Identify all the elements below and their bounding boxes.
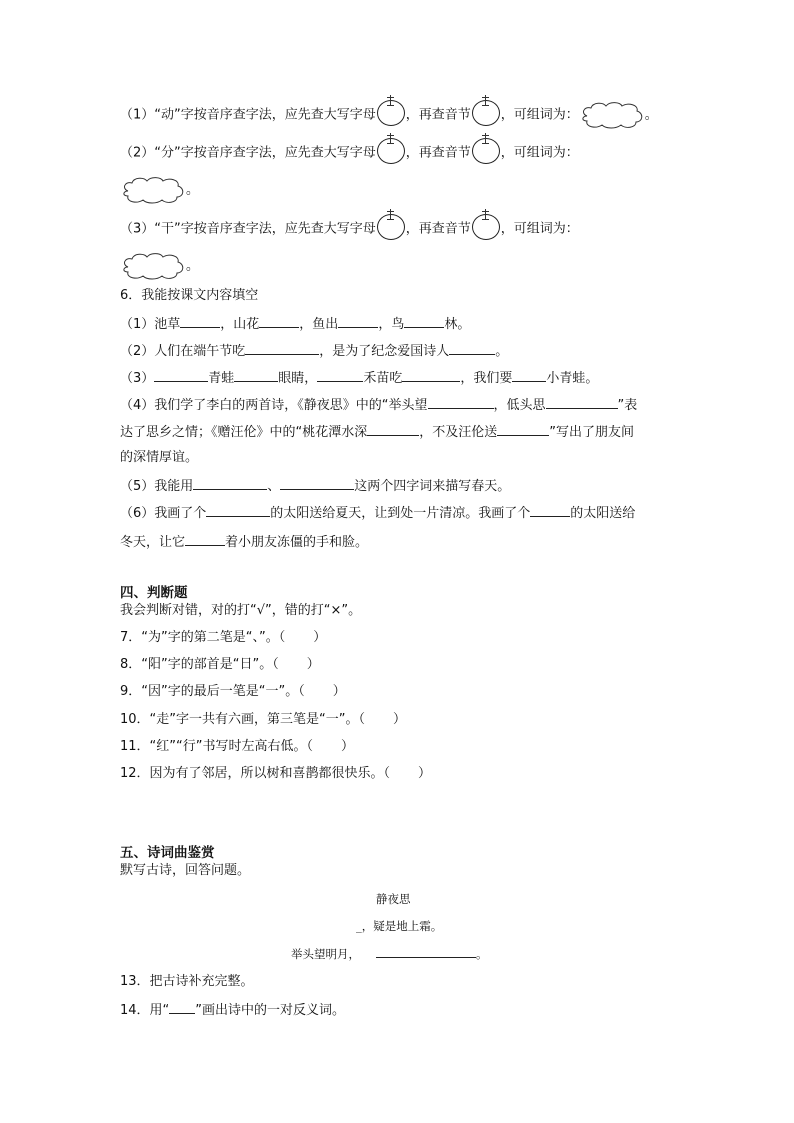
syllable-circle-1[interactable] <box>472 100 500 126</box>
blank[interactable] <box>404 313 444 328</box>
q5-item-3: （3）“干”字按音序查字法，应先查大写字母 ，再查音节 ，可组词为： <box>120 216 579 242</box>
section-title-judgment: 四、判断题 <box>120 585 188 601</box>
q6-line-5: （5）我能用 、 这两个四字词来描写春天。 <box>120 475 510 497</box>
q6-line-6a: （6）我画了个 的太阳送给夏天，让到处一片清凉。我画了个 的太阳送给 <box>120 502 635 524</box>
blank[interactable] <box>376 946 476 958</box>
q6-line-2: （2）人们在端午节吃 ，是为了纪念爱国诗人 。 <box>120 340 508 362</box>
blank[interactable] <box>530 502 570 517</box>
blank[interactable] <box>338 313 378 328</box>
q6-line-4b: 达了思乡之情；《赠汪伦》中的“桃花潭水深 ，不及汪伦送 ”写出了朋友间 <box>120 421 634 443</box>
syllable-circle-2[interactable] <box>472 138 500 164</box>
cloud-answer-box-2[interactable] <box>120 175 186 205</box>
poem-line-1: _，疑是地上霜。 <box>356 919 443 933</box>
q6-line-3: （3） 青蛙 眼睛， 禾苗吃 ，我们要 小青蛙。 <box>120 367 598 389</box>
letter-circle-3[interactable] <box>377 214 405 240</box>
blank[interactable] <box>234 367 278 382</box>
q5-item-3-answer: 。 <box>120 251 199 281</box>
underline-sample <box>169 999 195 1014</box>
blank[interactable] <box>154 367 208 382</box>
blank[interactable] <box>280 475 354 490</box>
q6-line-1: （1）池草 ，山花 ，鱼出 ，鸟 林。 <box>120 313 470 335</box>
blank[interactable] <box>546 394 618 409</box>
blank[interactable] <box>180 313 220 328</box>
blank[interactable] <box>206 502 270 517</box>
blank[interactable] <box>259 313 299 328</box>
q5-item-1: （1）“动”字按音序查字法，应先查大写字母 ，再查音节 ，可组词为： 。 <box>120 100 658 130</box>
blank[interactable] <box>193 475 267 490</box>
blank[interactable] <box>512 367 546 382</box>
blank[interactable] <box>317 367 363 382</box>
cloud-answer-box-1[interactable] <box>579 100 645 130</box>
blank[interactable] <box>185 531 225 546</box>
poem-title: 静夜思 <box>376 892 411 906</box>
question-14: 14．用“ ”画出诗中的一对反义词。 <box>120 999 345 1021</box>
judgment-item-12: 12．因为有了邻居，所以树和喜鹊都很快乐。（ ） <box>120 766 432 781</box>
judgment-item-8: 8．“阳”字的部首是“日”。（ ） <box>120 657 320 672</box>
q5-item-2: （2）“分”字按音序查字法，应先查大写字母 ，再查音节 ，可组词为： <box>120 140 579 166</box>
blank[interactable] <box>449 340 495 355</box>
blank[interactable] <box>245 340 319 355</box>
question-13: 13．把古诗补充完整。 <box>120 974 254 989</box>
q6-line-6b: 冬天，让它 着小朋友冻僵的手和脸。 <box>120 531 368 553</box>
blank[interactable] <box>402 367 460 382</box>
letter-circle-2[interactable] <box>377 138 405 164</box>
q6-line-4a: （4）我们学了李白的两首诗，《静夜思》中的“举头望 ，低头思 ”表 <box>120 394 637 416</box>
judgment-item-10: 10．“走”字一共有六画，第三笔是“一”。（ ） <box>120 712 406 727</box>
cloud-answer-box-3[interactable] <box>120 251 186 281</box>
section-title-poetry: 五、诗词曲鉴赏 <box>120 845 215 861</box>
q6-title: 6．我能按课文内容填空 <box>120 288 259 303</box>
q5-item-2-answer: 。 <box>120 175 199 205</box>
blank[interactable] <box>428 394 494 409</box>
judgment-item-7: 7．“为”字的第二笔是“、”。（ ） <box>120 630 327 645</box>
poem-line-2: 举头望明月， 。 <box>291 947 488 961</box>
section-intro-judgment: 我会判断对错，对的打“√”，错的打“×”。 <box>120 603 362 618</box>
judgment-item-9: 9．“因”字的最后一笔是“一”。（ ） <box>120 684 346 699</box>
q6-line-4c: 的深情厚谊。 <box>120 450 199 465</box>
judgment-item-11: 11．“红”“行”书写时左高右低。（ ） <box>120 739 354 754</box>
letter-circle-1[interactable] <box>377 100 405 126</box>
syllable-circle-3[interactable] <box>472 214 500 240</box>
blank[interactable] <box>497 421 549 436</box>
section-intro-poetry: 默写古诗，回答问题。 <box>120 863 251 878</box>
blank[interactable] <box>367 421 419 436</box>
